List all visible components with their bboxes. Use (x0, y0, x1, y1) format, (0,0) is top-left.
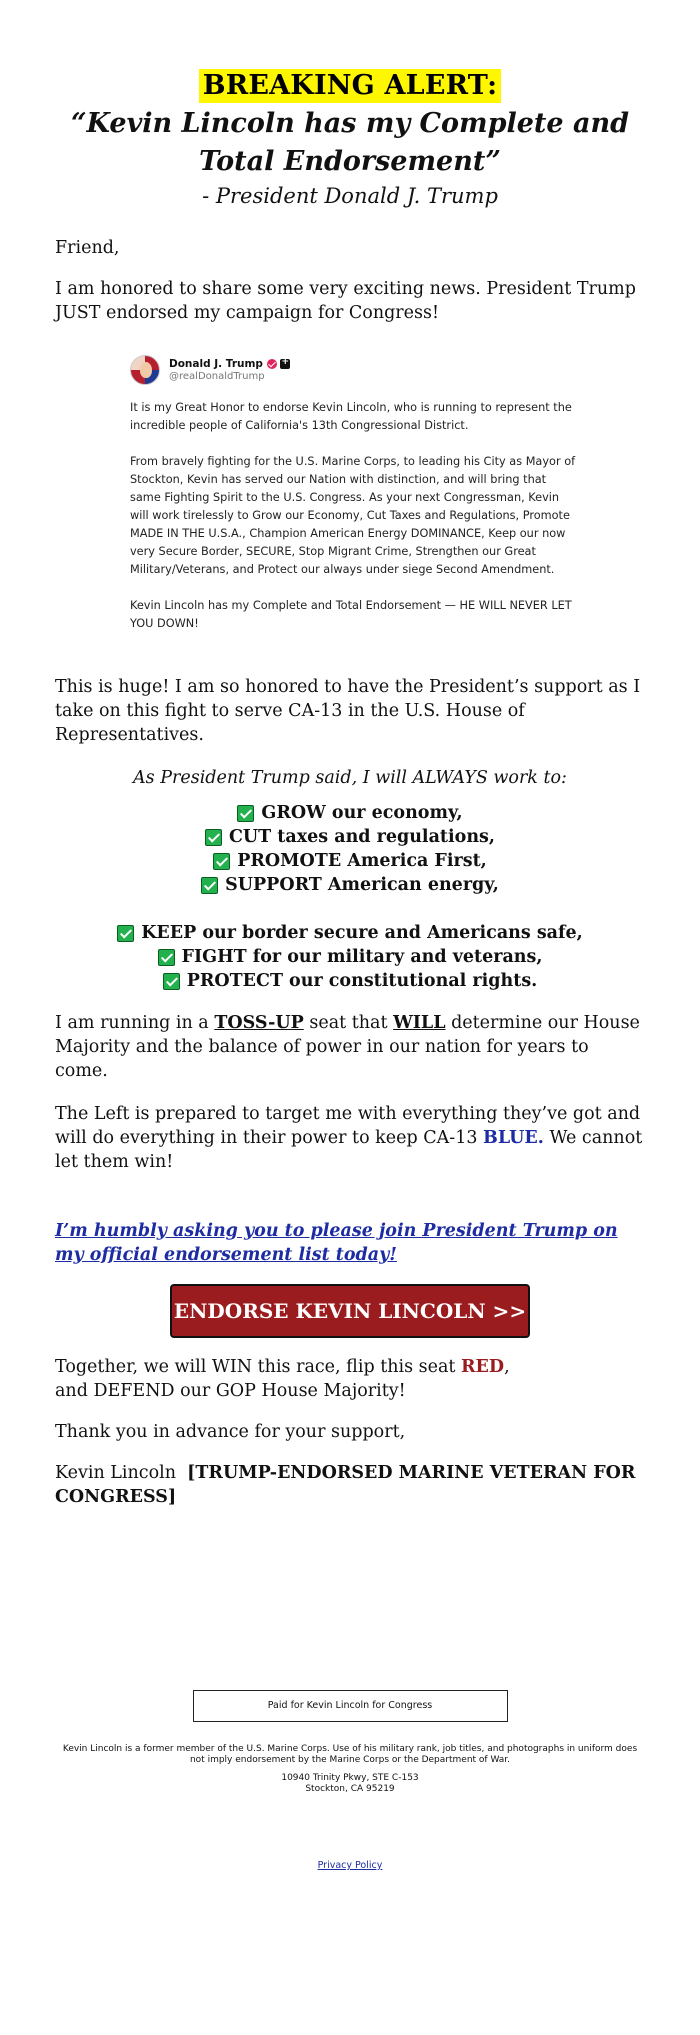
trump-said-line: As President Trump said, I will ALWAYS work to: (133, 768, 567, 788)
endorsement-quote (55, 105, 645, 181)
post-author-name: Donald J. Trump (169, 358, 263, 370)
post-paragraph: Kevin Lincoln has my Complete and Total Endorsement — HE WILL NEVER LET YOU DOWN! (130, 599, 572, 630)
list-item: PROTECT our constitutional rights. (55, 969, 645, 993)
privacy-policy-link[interactable]: Privacy Policy (317, 1860, 383, 1871)
huge-paragraph: This is huge! I am so honored to have the President’s support as I take on this fight to serve CA-13 in the U.S. House of Representatives. (55, 677, 641, 745)
list-item: SUPPORT American energy, (55, 873, 645, 897)
breaking-alert-heading: BREAKING ALERT: (199, 69, 502, 103)
thanks-line: Thank you in advance for your support, (55, 1422, 406, 1442)
post-paragraph: It is my Great Honor to endorse Kevin Lincoln, who is running to represent the incredible people of California's 13th Congressional District. (130, 401, 572, 432)
will-emphasis: WILL (393, 1013, 446, 1033)
verified-badge-icon (267, 359, 277, 369)
list-item: CUT taxes and regulations, (55, 825, 645, 849)
greeting: Friend, (55, 238, 120, 258)
checkmark-icon (201, 877, 218, 894)
email-body (55, 0, 645, 1509)
post-header (130, 353, 580, 387)
list-item: FIGHT for our military and veterans, (55, 945, 645, 969)
endorsement-list-link[interactable]: I’m humbly asking you to please join President Trump on my official endorsement list today! (55, 1221, 618, 1265)
disclaimer: Kevin Lincoln is a former member of the U.S. Marine Corps. Use of his military rank, job titles, and photographs in uniform does not imply endorsement by the Marine Corps or the Department of War. (62, 1744, 638, 1765)
list-item: GROW our economy, (55, 801, 645, 825)
quote-byline: - President Donald J. Trump (202, 184, 498, 208)
signature-title: [TRUMP-ENDORSED MARINE VETERAN FOR CONGRESS] (55, 1463, 636, 1507)
quote-line-2: Total Endorsement” (199, 146, 501, 177)
checkmark-icon (158, 949, 175, 966)
post-author-handle: @realDonaldTrump (169, 371, 265, 382)
cta-container (55, 1284, 645, 1338)
endorsement-post-image (130, 353, 580, 633)
list-item: PROMOTE America First, (55, 849, 645, 873)
address-line-2: Stockton, CA 95219 (305, 1784, 395, 1794)
address-line-1: 10940 Trinity Pkwy, STE C-153 (281, 1773, 419, 1783)
priority-checklist (55, 801, 645, 897)
tossup-paragraph: I am running in a TOSS-UP seat that WILL determine our House Majority and the balance of power in our nation for years to come. (55, 1013, 640, 1081)
checkmark-icon (213, 853, 230, 870)
priority-checklist-2 (55, 921, 645, 993)
red-emphasis: RED (461, 1357, 505, 1377)
signature-name: Kevin Lincoln (55, 1463, 176, 1483)
tossup-emphasis: TOSS-UP (214, 1013, 304, 1033)
footer (0, 1690, 700, 1872)
address (0, 1773, 700, 1795)
endorse-button[interactable]: ENDORSE KEVIN LINCOLN >> (170, 1284, 530, 1338)
together-paragraph: Together, we will WIN this race, flip this seat RED, and DEFEND our GOP House Majority! (55, 1357, 510, 1401)
paid-for-box: Paid for Kevin Lincoln for Congress (193, 1690, 508, 1722)
checkmark-icon (205, 829, 222, 846)
blue-emphasis: BLUE. (483, 1128, 544, 1148)
avatar (130, 355, 160, 385)
post-body (130, 399, 580, 633)
checkmark-icon (237, 805, 254, 822)
list-item: KEEP our border secure and Americans safe, (55, 921, 645, 945)
affiliation-badge-icon (280, 359, 290, 369)
signature (55, 1461, 645, 1509)
left-paragraph: The Left is prepared to target me with everything they’ve got and will do everything in their power to keep CA-13 BLUE. We cannot let them win! (55, 1104, 643, 1172)
intro-paragraph: I am honored to share some very exciting news. President Trump JUST endorsed my campaign for Congress! (55, 279, 636, 323)
post-paragraph: From bravely fighting for the U.S. Marine Corps, to leading his City as Mayor of Stockton, Kevin has served our Nation with distinction, and will bring that same Fighting Spirit to the U.S. Congress. As your next Congressman, Kevin will work tirelessly to Grow our Economy, Cut Taxes and Regulations, Promote MADE IN THE U.S.A., Champion American Energy DOMINANCE, Keep our now very Secure Border, SECURE, Stop Migrant Crime, Strengthen our Great Military/Veterans, and Protect our always under siege Second Amendment. (130, 455, 576, 576)
checkmark-icon (163, 973, 180, 990)
checkmark-icon (117, 925, 134, 942)
header (55, 0, 645, 210)
quote-line-1: “Kevin Lincoln has my Complete and (71, 108, 629, 139)
